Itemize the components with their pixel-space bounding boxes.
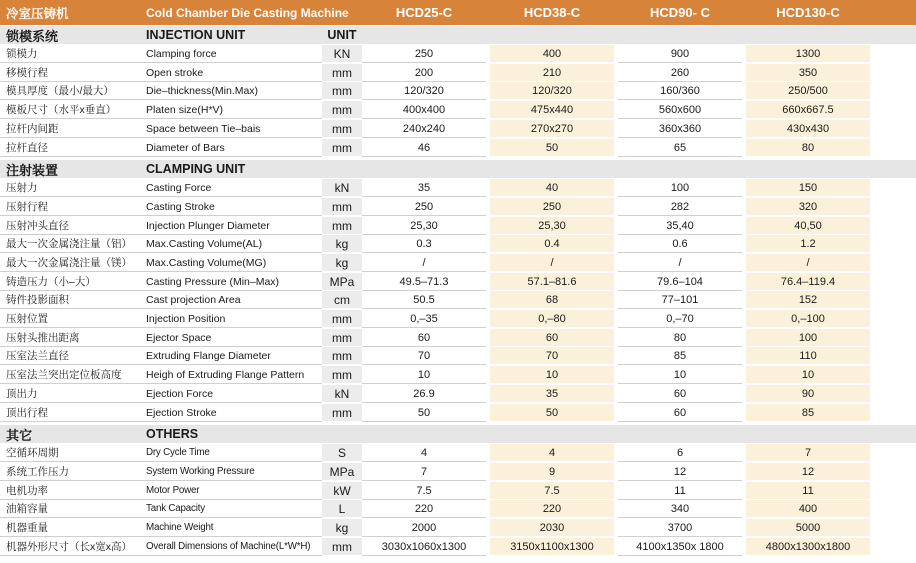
row-en-label: Max.Casting Volume(AL) — [140, 235, 322, 253]
value-hcd130: 320 — [746, 198, 870, 216]
value-hcd38: 400 — [490, 45, 614, 63]
row-cn-label: 模板尺寸（水平x垂直） — [0, 101, 140, 119]
value-hcd38: 35 — [490, 385, 614, 403]
value-hcd130: 5000 — [746, 519, 870, 537]
row-cn-label: 顶出行程 — [0, 404, 140, 422]
value-hcd130: 85 — [746, 404, 870, 422]
value-hcd25: 35 — [362, 179, 486, 197]
table-row — [0, 235, 916, 253]
row-cn-label: 压射力 — [0, 179, 140, 197]
value-hcd25: 50.5 — [362, 291, 486, 309]
value-hcd90: 100 — [618, 179, 742, 197]
value-hcd25: 0,–35 — [362, 310, 486, 328]
row-unit: mm — [322, 310, 362, 328]
value-hcd90: 65 — [618, 139, 742, 157]
value-hcd130: 1300 — [746, 45, 870, 63]
row-unit: mm — [322, 217, 362, 235]
value-hcd130: 4800x1300x1800 — [746, 538, 870, 556]
value-hcd90: 77–101 — [618, 291, 742, 309]
value-hcd38: 50 — [490, 404, 614, 422]
value-hcd38: 270x270 — [490, 120, 614, 138]
row-unit: mm — [322, 64, 362, 82]
value-hcd90: 60 — [618, 404, 742, 422]
row-unit: MPa — [322, 273, 362, 291]
value-hcd90: 900 — [618, 45, 742, 63]
value-hcd38: 57.1–81.6 — [490, 273, 614, 291]
value-hcd90: 340 — [618, 500, 742, 518]
value-hcd90: 80 — [618, 329, 742, 347]
section-unit-label: UNIT — [327, 28, 357, 42]
value-hcd25: 200 — [362, 64, 486, 82]
value-hcd90: 3700 — [618, 519, 742, 537]
row-en-label: Platen size(H*V) — [140, 101, 322, 119]
row-en-label: Motor Power — [140, 482, 322, 500]
row-cn-label: 油箱容量 — [0, 500, 140, 518]
table-row — [0, 291, 916, 309]
value-hcd90: 4100x1350x 1800 — [618, 538, 742, 556]
row-unit: mm — [322, 198, 362, 216]
value-hcd90: 560x600 — [618, 101, 742, 119]
row-unit: mm — [322, 139, 362, 157]
value-hcd90: 6 — [618, 444, 742, 462]
row-en-label: Clamping force — [140, 45, 322, 63]
row-en-label: Injection Plunger Diameter — [140, 217, 322, 235]
row-cn-label: 拉杆内间距 — [0, 120, 140, 138]
row-cn-label: 电机功率 — [0, 482, 140, 500]
table-row — [0, 519, 916, 537]
model-hcd90: HCD90- C — [650, 5, 710, 20]
value-hcd90: 85 — [618, 347, 742, 365]
table-row — [0, 179, 916, 197]
value-hcd130: 152 — [746, 291, 870, 309]
value-hcd25: 10 — [362, 366, 486, 384]
row-unit: MPa — [322, 463, 362, 481]
row-cn-label: 最大一次金属浇注量（镁） — [0, 254, 140, 272]
value-hcd130: 90 — [746, 385, 870, 403]
table-row — [0, 45, 916, 63]
row-cn-label: 压射头推出距离 — [0, 329, 140, 347]
row-en-label: Extruding Flange Diameter — [140, 347, 322, 365]
row-unit: mm — [322, 329, 362, 347]
row-en-label: Casting Stroke — [140, 198, 322, 216]
row-en-label: Ejection Stroke — [140, 404, 322, 422]
table-row — [0, 82, 916, 100]
value-hcd38: 50 — [490, 139, 614, 157]
value-hcd25: 25,30 — [362, 217, 486, 235]
value-hcd90: 35,40 — [618, 217, 742, 235]
value-hcd38: 3150x1100x1300 — [490, 538, 614, 556]
row-unit: mm — [322, 82, 362, 100]
row-unit: kg — [322, 235, 362, 253]
value-hcd38: 250 — [490, 198, 614, 216]
value-hcd90: 282 — [618, 198, 742, 216]
table-row — [0, 482, 916, 500]
value-hcd90: / — [618, 254, 742, 272]
row-en-label: System Working Pressure — [140, 463, 322, 481]
section-en-label: CLAMPING UNIT — [146, 162, 246, 177]
row-cn-label: 压射冲头直径 — [0, 217, 140, 235]
value-hcd90: 360x360 — [618, 120, 742, 138]
row-en-label: Ejector Space — [140, 329, 322, 347]
value-hcd130: 80 — [746, 139, 870, 157]
row-en-label: Overall Dimensions of Machine(L*W*H) — [140, 538, 322, 556]
value-hcd130: 430x430 — [746, 120, 870, 138]
value-hcd25: / — [362, 254, 486, 272]
value-hcd38: 120/320 — [490, 82, 614, 100]
value-hcd38: 10 — [490, 366, 614, 384]
row-unit: mm — [322, 538, 362, 556]
section-header — [0, 425, 916, 443]
value-hcd38: 40 — [490, 179, 614, 197]
row-cn-label: 模具厚度（最小/最大） — [0, 82, 140, 100]
value-hcd90: 0.6 — [618, 235, 742, 253]
value-hcd90: 12 — [618, 463, 742, 481]
table-row — [0, 385, 916, 403]
value-hcd25: 4 — [362, 444, 486, 462]
value-hcd90: 10 — [618, 366, 742, 384]
section-cn-label: 其它 — [6, 427, 33, 443]
value-hcd38: 70 — [490, 347, 614, 365]
value-hcd25: 250 — [362, 198, 486, 216]
value-hcd90: 11 — [618, 482, 742, 500]
row-cn-label: 压室法兰突出定位板高度 — [0, 366, 140, 384]
value-hcd25: 0.3 — [362, 235, 486, 253]
value-hcd130: 150 — [746, 179, 870, 197]
header-en-title: Cold Chamber Die Casting Machine — [146, 5, 349, 20]
row-unit: mm — [322, 404, 362, 422]
value-hcd130: 12 — [746, 463, 870, 481]
value-hcd130: 0,–100 — [746, 310, 870, 328]
value-hcd38: 25,30 — [490, 217, 614, 235]
table-row — [0, 254, 916, 272]
table-row — [0, 347, 916, 365]
row-unit: kN — [322, 385, 362, 403]
value-hcd25: 120/320 — [362, 82, 486, 100]
row-unit: kg — [322, 254, 362, 272]
row-cn-label: 压射位置 — [0, 310, 140, 328]
row-cn-label: 压室法兰直径 — [0, 347, 140, 365]
value-hcd38: 220 — [490, 500, 614, 518]
model-hcd130: HCD130-C — [776, 5, 840, 20]
table-row — [0, 444, 916, 462]
row-en-label: Max.Casting Volume(MG) — [140, 254, 322, 272]
value-hcd130: 100 — [746, 329, 870, 347]
row-unit: L — [322, 500, 362, 518]
section-header — [0, 26, 916, 44]
value-hcd25: 60 — [362, 329, 486, 347]
table-row — [0, 310, 916, 328]
row-unit: mm — [322, 347, 362, 365]
value-hcd25: 2000 — [362, 519, 486, 537]
row-unit: mm — [322, 101, 362, 119]
model-hcd38: HCD38-C — [523, 5, 581, 20]
row-en-label: Dry Cycle Time — [140, 444, 322, 462]
row-cn-label: 拉杆直径 — [0, 139, 140, 157]
value-hcd38: 9 — [490, 463, 614, 481]
table-row — [0, 500, 916, 518]
row-en-label: Ejection Force — [140, 385, 322, 403]
row-en-label: Cast projection Area — [140, 291, 322, 309]
table-row — [0, 366, 916, 384]
row-en-label: Die–thickness(Min.Max) — [140, 82, 322, 100]
value-hcd130: 110 — [746, 347, 870, 365]
value-hcd130: 350 — [746, 64, 870, 82]
value-hcd25: 220 — [362, 500, 486, 518]
value-hcd25: 7 — [362, 463, 486, 481]
row-en-label: Space between Tie–bais — [140, 120, 322, 138]
row-en-label: Injection Position — [140, 310, 322, 328]
row-en-label: Open stroke — [140, 64, 322, 82]
row-cn-label: 空循环周期 — [0, 444, 140, 462]
value-hcd130: 660x667.5 — [746, 101, 870, 119]
value-hcd38: 475x440 — [490, 101, 614, 119]
table-row — [0, 120, 916, 138]
row-unit: mm — [322, 120, 362, 138]
value-hcd38: 2030 — [490, 519, 614, 537]
row-unit: kg — [322, 519, 362, 537]
row-unit: kN — [322, 179, 362, 197]
row-cn-label: 机器重量 — [0, 519, 140, 537]
row-cn-label: 锁模力 — [0, 45, 140, 63]
row-unit: kW — [322, 482, 362, 500]
value-hcd130: 10 — [746, 366, 870, 384]
row-cn-label: 系统工作压力 — [0, 463, 140, 481]
value-hcd25: 46 — [362, 139, 486, 157]
row-unit: KN — [322, 45, 362, 63]
value-hcd25: 240x240 — [362, 120, 486, 138]
row-unit: S — [322, 444, 362, 462]
value-hcd130: / — [746, 254, 870, 272]
value-hcd90: 79.6–104 — [618, 273, 742, 291]
row-en-label: Diameter of Bars — [140, 139, 322, 157]
value-hcd90: 160/360 — [618, 82, 742, 100]
row-en-label: Casting Pressure (Min–Max) — [140, 273, 322, 291]
row-cn-label: 顶出力 — [0, 385, 140, 403]
value-hcd25: 70 — [362, 347, 486, 365]
value-hcd38: 4 — [490, 444, 614, 462]
model-hcd25: HCD25-C — [395, 5, 453, 20]
value-hcd130: 250/500 — [746, 82, 870, 100]
row-unit: mm — [322, 366, 362, 384]
section-en-label: INJECTION UNIT — [146, 28, 246, 42]
table-row — [0, 329, 916, 347]
table-row — [0, 538, 916, 556]
value-hcd25: 250 — [362, 45, 486, 63]
value-hcd130: 400 — [746, 500, 870, 518]
section-cn-label: 注射装置 — [6, 162, 59, 178]
row-cn-label: 铸件投影面积 — [0, 291, 140, 309]
value-hcd38: 7.5 — [490, 482, 614, 500]
value-hcd130: 11 — [746, 482, 870, 500]
row-cn-label: 机器外形尺寸（长x宽x高） — [0, 538, 140, 556]
table-header — [0, 0, 916, 25]
row-cn-label: 最大一次金属浇注量（铝） — [0, 235, 140, 253]
value-hcd130: 1.2 — [746, 235, 870, 253]
value-hcd90: 0,–70 — [618, 310, 742, 328]
row-cn-label: 压射行程 — [0, 198, 140, 216]
table-row — [0, 404, 916, 422]
table-row — [0, 463, 916, 481]
value-hcd90: 260 — [618, 64, 742, 82]
value-hcd25: 3030x1060x1300 — [362, 538, 486, 556]
value-hcd25: 26.9 — [362, 385, 486, 403]
value-hcd38: / — [490, 254, 614, 272]
table-row — [0, 139, 916, 157]
table-row — [0, 217, 916, 235]
section-header — [0, 160, 916, 178]
value-hcd25: 7.5 — [362, 482, 486, 500]
table-row — [0, 64, 916, 82]
table-row — [0, 101, 916, 119]
row-en-label: Machine Weight — [140, 519, 322, 537]
row-en-label: Casting Force — [140, 179, 322, 197]
table-row — [0, 198, 916, 216]
value-hcd38: 210 — [490, 64, 614, 82]
value-hcd38: 0,–80 — [490, 310, 614, 328]
row-en-label: Tank Capacity — [140, 500, 322, 518]
value-hcd38: 0.4 — [490, 235, 614, 253]
value-hcd25: 50 — [362, 404, 486, 422]
section-cn-label: 锁模系统 — [6, 28, 59, 44]
row-cn-label: 移模行程 — [0, 64, 140, 82]
value-hcd25: 400x400 — [362, 101, 486, 119]
row-en-label: Heigh of Extruding Flange Pattern — [140, 366, 322, 384]
value-hcd38: 60 — [490, 329, 614, 347]
value-hcd90: 60 — [618, 385, 742, 403]
value-hcd38: 68 — [490, 291, 614, 309]
value-hcd25: 49.5–71.3 — [362, 273, 486, 291]
table-row — [0, 273, 916, 291]
row-cn-label: 铸造压力（小–大） — [0, 273, 140, 291]
value-hcd130: 40,50 — [746, 217, 870, 235]
value-hcd130: 7 — [746, 444, 870, 462]
header-cn-title: 冷室压铸机 — [6, 6, 69, 21]
section-en-label: OTHERS — [146, 427, 199, 442]
row-unit: cm — [322, 291, 362, 309]
value-hcd130: 76.4–119.4 — [746, 273, 870, 291]
